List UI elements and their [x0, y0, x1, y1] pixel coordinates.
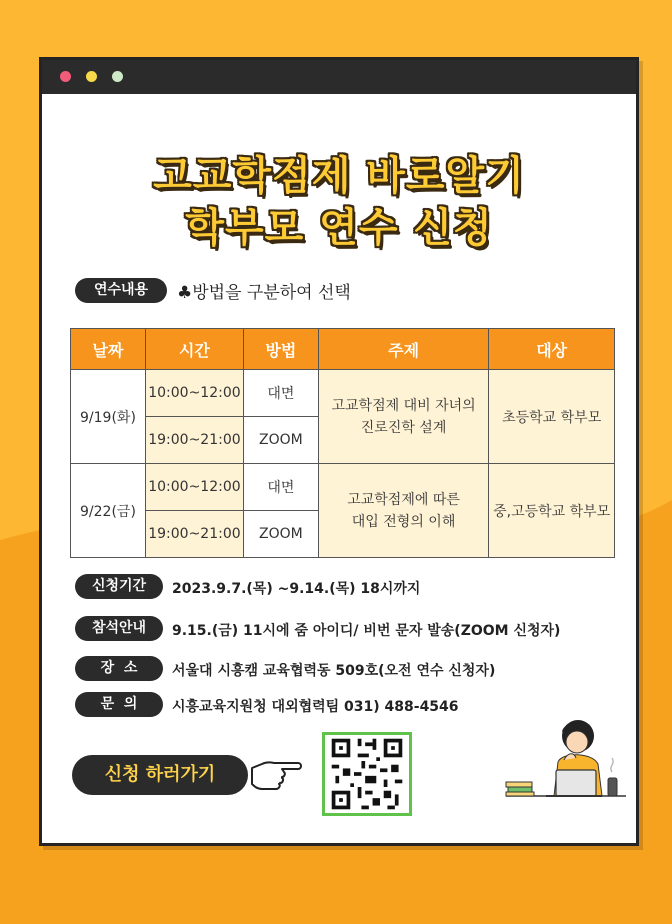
session-topic — [318, 370, 488, 464]
content-label-badge: 연수내용 — [75, 278, 167, 303]
page-title-line2: 학부모 연수 신청 — [185, 205, 493, 251]
minimize-dot-icon[interactable] — [86, 71, 97, 82]
page-title-line1: 고교학점제 바로알기 — [153, 153, 525, 199]
session-target: 중,고등학교 학부모 — [489, 464, 615, 558]
session-time: 19:00~21:00 — [145, 417, 243, 464]
table-header-row — [71, 329, 615, 370]
topic-line2: 대입 전형의 이해 — [351, 513, 456, 530]
topic-line1: 고교학점제 대비 자녀의 — [331, 397, 476, 414]
period-value: 2023.9.7.(목) ~9.14.(목) 18시까지 — [172, 581, 421, 597]
session-method: 대면 — [243, 464, 318, 511]
window-titlebar — [42, 60, 636, 94]
notice-label-badge: 참석안내 — [75, 616, 163, 641]
header-target: 대상 — [489, 329, 615, 370]
session-topic — [318, 464, 488, 558]
pointing-hand-icon — [248, 754, 304, 794]
qr-code-pattern — [325, 735, 409, 813]
session-method: 대면 — [243, 370, 318, 417]
place-label-badge: 장 소 — [75, 656, 163, 681]
session-time: 10:00~12:00 — [145, 464, 243, 511]
header-topic: 주제 — [318, 329, 488, 370]
topic-line1: 고교학점제에 따른 — [347, 491, 460, 508]
table-row — [71, 464, 615, 511]
qr-code[interactable] — [322, 732, 412, 816]
header-method: 방법 — [243, 329, 318, 370]
notice-value: 9.15.(금) 11시에 줌 아이디/ 비번 문자 발송(ZOOM 신청자) — [172, 623, 561, 639]
session-method: ZOOM — [243, 511, 318, 558]
session-method: ZOOM — [243, 417, 318, 464]
session-time: 10:00~12:00 — [145, 370, 243, 417]
contact-value: 시흥교육지원청 대외협력팀 031) 488-4546 — [172, 699, 459, 715]
schedule-table — [70, 328, 615, 558]
place-value: 서울대 시흥캠 교육협력동 509호(오전 연수 신청자) — [172, 663, 496, 679]
period-label-badge: 신청기간 — [75, 574, 163, 599]
session-time: 19:00~21:00 — [145, 511, 243, 558]
topic-line2: 진로진학 설계 — [360, 419, 447, 436]
session-date: 9/22(금) — [71, 464, 146, 558]
session-date: 9/19(화) — [71, 370, 146, 464]
contact-label-badge: 문 의 — [75, 692, 163, 717]
method-note: ♣방법을 구분하여 선택 — [177, 283, 351, 303]
close-dot-icon[interactable] — [60, 71, 71, 82]
table-row — [71, 370, 615, 417]
person-with-laptop-illustration — [502, 712, 630, 812]
apply-button[interactable]: 신청 하러가기 — [72, 755, 248, 795]
header-date: 날짜 — [71, 329, 146, 370]
browser-window-frame — [39, 57, 639, 846]
session-target: 초등학교 학부모 — [489, 370, 615, 464]
header-time: 시간 — [145, 329, 243, 370]
maximize-dot-icon[interactable] — [112, 71, 123, 82]
